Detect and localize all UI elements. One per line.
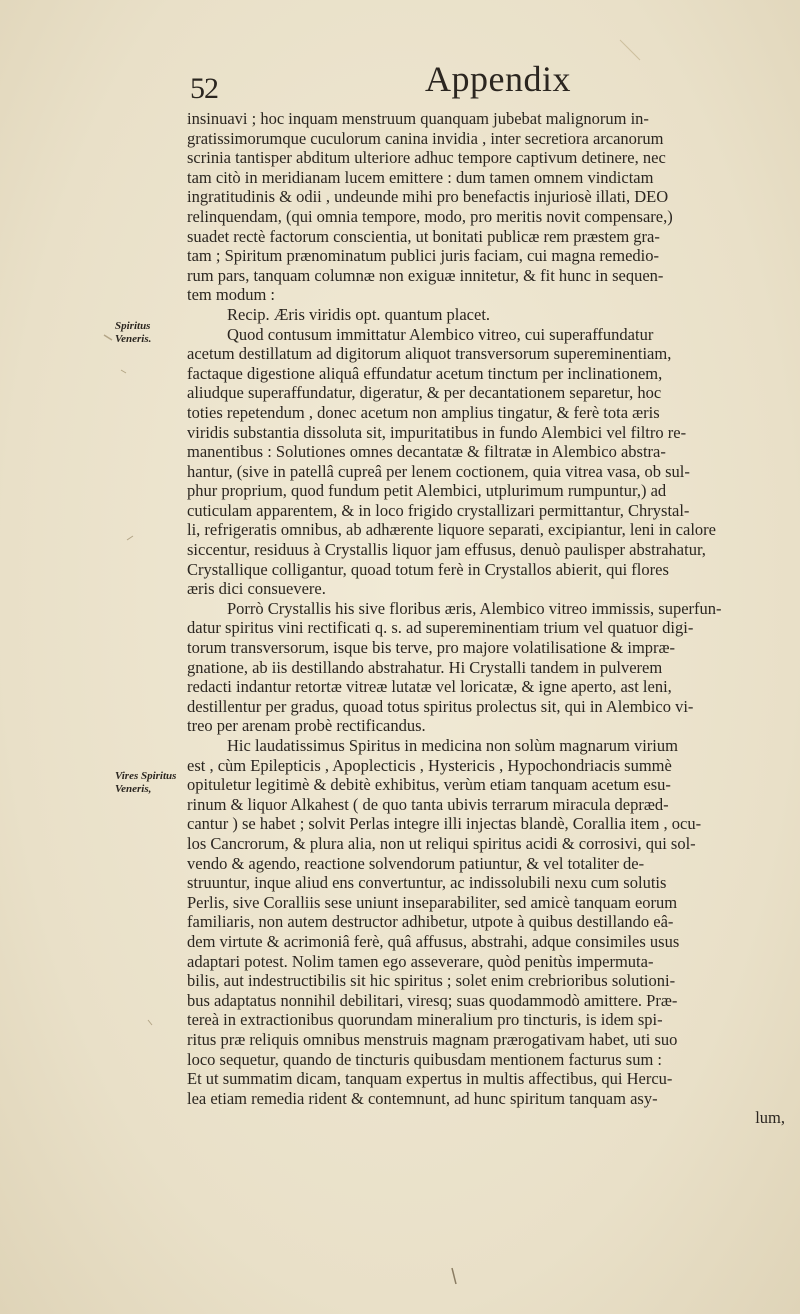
- margin-note: Spiritus Veneris.: [115, 320, 152, 345]
- text-line: hantur, (sive in patellâ cupreâ per lenem coctionem, quia vitrea vasa, ob sul-: [187, 461, 690, 481]
- text-line: rum pars, tanquam columnæ non exiguæ innitetur, & fit hunc in sequen-: [187, 265, 664, 285]
- text-line: scrinia tantisper abditum ulteriore adhuc tempore captivum detinere, nec: [187, 148, 666, 168]
- running-head: Appendix: [425, 59, 571, 99]
- text-line: insinuavi ; hoc inquam menstruum quanquam jubebat malignorum in-: [187, 109, 649, 128]
- page-header: [190, 58, 590, 105]
- text-line: gratissimorumque cuculorum canina invidia , inter secretiora arcanorum: [187, 128, 664, 148]
- text-line: destillentur per gradus, quoad totus spiritus prolectus sit, qui in Alembico vi-: [187, 696, 694, 716]
- text-line: manentibus : Solutiones omnes decantatæ & filtratæ in Alembico abstra-: [187, 442, 666, 462]
- text-line: treo per arenam probè rectificandus.: [187, 716, 426, 736]
- text-line: bus adaptatus nonnihil debilitari, viresq; suas quodammodò amittere. Præ-: [187, 990, 678, 1010]
- text-line: Porrò Crystallis his sive floribus æris, Alembico vitreo immissis, superfun-: [227, 598, 722, 618]
- page-number: 52: [190, 72, 218, 105]
- text-line: ritus præ reliquis omnibus menstruis magnam prærogativam habet, uti suo: [187, 1029, 678, 1049]
- text-line: æris dici consuevere.: [187, 579, 326, 599]
- text-line: factaque digestione aliquâ effundatur acetum tinctum per inclinationem,: [187, 363, 663, 383]
- text-line: suadet rectè factorum conscientia, ut bonitati publicæ rem præstem gra-: [187, 226, 660, 246]
- text-line: tam ; Spiritum prænominatum publici juris faciam, cui magna remedio-: [187, 246, 659, 266]
- text-line: est , cùm Epilepticis , Apoplecticis , Hystericis , Hypochondriacis summè: [187, 755, 672, 775]
- text-line: acetum destillatum ad digitorum aliquot transversorum supereminentiam,: [187, 344, 672, 364]
- text-line: rinum & liquor Alkahest ( de quo tanta ubivis terrarum miracula depræd-: [187, 794, 669, 814]
- text-line: familiaris, non autem destructor adhibetur, utpote à quibus destillando eâ-: [187, 912, 674, 932]
- text-line: lea etiam remedia rident & contemnunt, ad hunc spiritum tanquam asy-: [187, 1088, 658, 1108]
- text-line: los Cancrorum, & plura alia, non ut reliqui spiritus acidi & corrosivi, qui sol-: [187, 833, 696, 853]
- text-line: toties repetendum , donec acetum non amplius tingatur, & ferè tota æris: [187, 402, 660, 422]
- text-line: dem virtute & acrimoniâ ferè, quâ affusus, abstrahi, adque consimiles usus: [187, 931, 680, 951]
- text-line: Et ut summatim dicam, tanquam expertus in multis affectibus, qui Hercu-: [187, 1069, 673, 1089]
- text-line: Crystallique colligantur, quoad totum ferè in Crystallos abierit, qui flores: [187, 559, 669, 579]
- text-line: ingratitudinis & odii , undeunde mihi pro benefactis injuriosè illati, DEO: [187, 187, 669, 207]
- text-line: viridis substantia dissoluta sit, impuritatibus in fundo Alembici vel filtro re-: [187, 422, 687, 442]
- text-line: adaptari potest. Nolim tamen ego asseverare, quòd penitùs impermuta-: [187, 951, 654, 971]
- text-line: redacti indantur retortæ vitreæ lutatæ vel loricatæ, & igne aperto, ast leni,: [187, 677, 672, 697]
- body-text: [187, 109, 785, 1128]
- text-line: loco sequetur, quando de tincturis quibusdam mentionem facturus sum :: [187, 1049, 662, 1069]
- text-line: tereà in extractionibus quorundam mineralium pro tincturis, is idem spi-: [187, 1010, 663, 1030]
- text-line: torum transversorum, isque bis terve, pro majore volatilisatione & impræ-: [187, 638, 676, 658]
- text-line: bilis, aut indestructibilis sit hic spiritus ; solet enim crebrioribus solutioni-: [187, 971, 676, 991]
- text-line: cuticulam apparentem, & in loco frigido crystallizari permittantur, Chrystal-: [187, 500, 690, 520]
- text-line: Perlis, sive Coralliis sese uniunt inseparabiliter, sed amicè tanquam eorum: [187, 892, 678, 912]
- text-line: vendo & agendo, reactione solvendorum patiuntur, & vel totaliter de-: [187, 853, 645, 873]
- text-line: relinquendam, (qui omnia tempore, modo, pro meritis novit compensare,): [187, 206, 673, 226]
- text-line: li, refrigeratis omnibus, ab adhærente liquore separati, excipiantur, leni in calore: [187, 520, 716, 540]
- recipe-line: Recip. Æris viridis opt. quantum placet.: [227, 304, 491, 324]
- text-line: phur proprium, quod fundum petit Alembici, utplurimum rumpuntur,) ad: [187, 481, 667, 501]
- text-line: cantur ) se habet ; solvit Perlas integre illi injectas blandè, Corallia item , ocu-: [187, 814, 702, 834]
- text-line: lum,: [755, 1108, 785, 1128]
- text-line: gnatione, ab iis destillando abstrahatur. Hi Crystalli tandem in pulverem: [187, 657, 663, 677]
- text-line: Hic laudatissimus Spiritus in medicina non solùm magnarum virium: [227, 736, 678, 755]
- text-line: opituletur legitimè & debitè exhibitus, verùm etiam tanquam acetum esu-: [187, 775, 671, 795]
- text-line: struuntur, inque aliud ens convertuntur, ac indissolubili nexu cum solutis: [187, 873, 667, 893]
- text-line: aliudque superaffundatur, digeratur, & per decantationem separetur, hoc: [187, 383, 662, 403]
- text-line: siccentur, residuus à Crystallis liquor jam effusus, denuò paulisper abstrahatur,: [187, 540, 706, 560]
- text-line: tem modum :: [187, 285, 275, 305]
- margin-note: Vires Spiritus Veneris,: [115, 770, 177, 795]
- text-line: datur spiritus vini rectificati q. s. ad supereminentiam trium vel quatuor digi-: [187, 618, 694, 638]
- text-line: tam citò in meridianam lucem emittere : dum tamen omnem vindictam: [187, 167, 654, 187]
- text-line: Quod contusum immittatur Alembico vitreo, cui superaffundatur: [227, 324, 654, 344]
